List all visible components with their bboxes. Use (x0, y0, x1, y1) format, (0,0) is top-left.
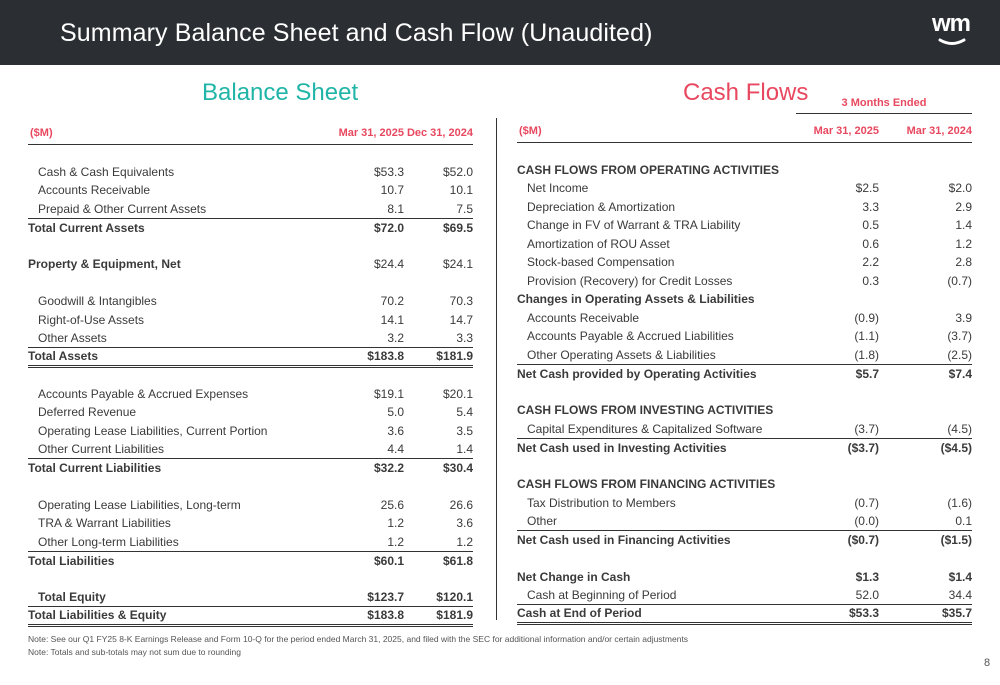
total-row (28, 551, 473, 570)
table-row (517, 216, 972, 235)
row-value: 52.0 (797, 586, 879, 605)
row-value: (1.8) (797, 346, 879, 365)
row-label: Cash at End of Period (517, 605, 797, 624)
table-row (517, 198, 972, 217)
row-label: Accounts Payable & Accrued Liabilities (527, 329, 734, 344)
row-value: $1.3 (855, 569, 879, 584)
table-row (517, 235, 972, 254)
row-value: (0.9) (854, 310, 879, 325)
row-label: Goodwill & Intangibles (38, 294, 157, 309)
row-value: 0.5 (862, 218, 879, 233)
row-value: 1.4 (404, 440, 473, 459)
table-row (517, 346, 972, 365)
row-label: Stock-based Compensation (527, 255, 675, 270)
row-value: (2.5) (879, 346, 972, 365)
table-row (28, 311, 473, 330)
row-value: 2.8 (955, 255, 972, 270)
row-value: $19.1 (373, 386, 404, 401)
total-row (28, 459, 473, 478)
row-label: Accounts Receivable (527, 310, 640, 325)
total-row (517, 364, 972, 383)
row-value: $2.5 (855, 181, 879, 196)
table-row (28, 514, 473, 533)
row-value: 3.9 (955, 310, 972, 325)
row-value: (3.7) (947, 329, 972, 344)
total-row (28, 255, 473, 274)
row-label: Net Change in Cash (517, 569, 631, 584)
cash-flows-title: Cash Flows (683, 79, 809, 106)
column-divider (496, 118, 497, 620)
table-row (517, 272, 972, 291)
row-value: $60.1 (373, 553, 404, 568)
row-label: CASH FLOWS FROM INVESTING ACTIVITIES (517, 403, 774, 418)
row-value: $72.0 (373, 220, 404, 235)
table-row (28, 496, 473, 515)
row-label: Provision (Recovery) for Credit Losses (527, 273, 733, 288)
row-value: $52.0 (442, 164, 473, 179)
table-row (28, 385, 473, 404)
table-row (28, 533, 473, 552)
row-label: Other Operating Assets & Liabilities (517, 346, 797, 365)
row-label: Total Current Liabilities (28, 461, 162, 475)
row-value: $181.9 (404, 607, 473, 626)
table-row (517, 327, 972, 346)
row-value: (1.1) (854, 329, 879, 344)
table-header-row (28, 122, 473, 144)
table-row (28, 292, 473, 311)
page-number: 8 (984, 657, 991, 669)
row-label: Other (517, 512, 797, 531)
row-label: Net Cash used in Investing Activities (517, 440, 727, 455)
row-value: ($1.5) (940, 533, 972, 547)
row-value: $30.4 (442, 461, 473, 475)
total-row (517, 568, 972, 587)
section-heading-row (517, 161, 972, 180)
row-value: 5.0 (387, 405, 404, 420)
footnotes (28, 633, 688, 658)
row-value: $183.8 (308, 607, 404, 626)
row-label: Change in FV of Warrant & TRA Liability (527, 218, 741, 233)
row-label: Other Assets (28, 329, 308, 348)
row-value: ($4.5) (940, 440, 972, 455)
row-value: ($0.7) (847, 533, 879, 547)
row-label: Total Current Assets (28, 220, 145, 235)
column-header: Mar 31, 2025 (308, 122, 404, 144)
section-heading-row (517, 290, 972, 309)
row-label: CASH FLOWS FROM OPERATING ACTIVITIES (517, 162, 779, 177)
period-underline (796, 113, 972, 114)
row-value: 70.3 (449, 294, 473, 309)
row-value: 1.2 (308, 533, 404, 552)
row-value: $35.7 (879, 605, 972, 624)
row-value: 34.4 (879, 586, 972, 605)
row-value: (0.7) (947, 273, 972, 288)
table-row (517, 586, 972, 605)
table-row (517, 309, 972, 328)
row-value: $1.4 (948, 569, 972, 584)
total-row (28, 588, 473, 607)
balance-sheet-title: Balance Sheet (202, 79, 359, 106)
row-label: Accounts Payable & Accrued Expenses (38, 386, 249, 401)
row-value: 1.2 (955, 236, 972, 251)
row-value: 70.2 (380, 294, 404, 309)
row-label: Deferred Revenue (38, 405, 137, 420)
section-heading-row (517, 401, 972, 420)
row-value: 0.3 (862, 273, 879, 288)
row-value: 3.6 (387, 423, 404, 438)
total-row (517, 605, 972, 624)
row-label: Operating Lease Liabilities, Long-term (38, 497, 241, 512)
section-heading-row (517, 475, 972, 494)
row-value: $32.2 (373, 461, 404, 475)
row-value: $2.0 (948, 181, 972, 196)
row-value: 3.2 (308, 329, 404, 348)
row-label: Depreciation & Amortization (527, 199, 676, 214)
row-value: 3.5 (456, 423, 473, 438)
total-row (28, 348, 473, 367)
row-value: 14.1 (380, 312, 404, 327)
row-value: 10.7 (380, 183, 404, 198)
row-label: Right-of-Use Assets (38, 312, 145, 327)
row-value: $183.8 (308, 348, 404, 367)
row-value: $123.7 (308, 588, 404, 607)
table-row (28, 163, 473, 182)
wm-logo (932, 10, 972, 50)
total-row (517, 531, 972, 550)
row-value: $24.1 (442, 257, 473, 272)
row-label: Other Long-term Liabilities (28, 533, 308, 552)
row-value: $24.4 (373, 257, 404, 272)
table-row (28, 403, 473, 422)
row-value: 0.1 (879, 512, 972, 531)
footnote: Note: Totals and sub-totals may not sum due to rounding (28, 646, 241, 657)
table-row (28, 422, 473, 441)
column-header: Dec 31, 2024 (404, 122, 473, 144)
footnote: Note: See our Q1 FY25 8-K Earnings Release and Form 10-Q for the period ended March 31, 2025, and filed with the SEC for additional information and/or certain adjustments (28, 634, 689, 644)
slide-header (0, 0, 1000, 65)
column-header: Mar 31, 2024 (879, 120, 972, 142)
row-value: 26.6 (449, 497, 473, 512)
row-label: Changes in Operating Assets & Liabilities (517, 292, 755, 307)
column-header: ($M) (28, 122, 308, 144)
row-label: Cash at Beginning of Period (517, 586, 797, 605)
row-value: (1.6) (947, 495, 972, 510)
row-value: 25.6 (380, 497, 404, 512)
smile-icon (932, 14, 972, 50)
row-value: $120.1 (404, 588, 473, 607)
row-label: Property & Equipment, Net (28, 257, 181, 272)
row-value: $5.7 (855, 366, 879, 381)
row-label: Capital Expenditures & Capitalized Software (517, 420, 797, 439)
slide-title: Summary Balance Sheet and Cash Flow (Unaudited) (60, 19, 653, 47)
row-label: Cash & Cash Equivalents (38, 164, 175, 179)
row-label: Net Cash used in Financing Activities (517, 533, 731, 547)
row-label: Amortization of ROU Asset (527, 236, 670, 251)
table-row (28, 329, 473, 348)
row-value: $69.5 (442, 220, 473, 235)
table-row (517, 179, 972, 198)
row-label: Prepaid & Other Current Assets (28, 200, 308, 219)
row-value: 3.6 (456, 516, 473, 531)
row-value: 0.6 (862, 236, 879, 251)
row-value: $61.8 (442, 553, 473, 568)
table-row (517, 494, 972, 513)
row-label: Other Current Liabilities (28, 440, 308, 459)
row-label: Net Income (527, 181, 589, 196)
row-value: $20.1 (442, 386, 473, 401)
row-label: TRA & Warrant Liabilities (38, 516, 171, 531)
row-value: 3.3 (862, 199, 879, 214)
row-value: 1.2 (404, 533, 473, 552)
row-value: (3.7) (797, 420, 879, 439)
row-value: $53.3 (373, 164, 404, 179)
row-value: (0.0) (797, 512, 879, 531)
total-row (517, 438, 972, 457)
row-label: Operating Lease Liabilities, Current Portion (38, 423, 268, 438)
row-value: (0.7) (854, 495, 879, 510)
row-value: $181.9 (404, 348, 473, 367)
logo-text: wm (932, 10, 971, 37)
row-label: CASH FLOWS FROM FINANCING ACTIVITIES (517, 477, 776, 492)
row-label: Net Cash provided by Operating Activities (517, 366, 757, 381)
row-label: Total Liabilities (28, 553, 115, 568)
row-value: $53.3 (797, 605, 879, 624)
table-header-row (517, 120, 972, 142)
cash-flows-table (517, 120, 972, 625)
row-value: 3.3 (404, 329, 473, 348)
column-header: ($M) (517, 120, 797, 142)
row-label: Total Assets (28, 348, 308, 367)
row-label: Total Equity (28, 588, 308, 607)
row-value: 8.1 (308, 200, 404, 219)
row-value: 14.7 (449, 312, 473, 327)
row-value: 10.1 (449, 183, 473, 198)
table-row (28, 200, 473, 219)
row-value: 4.4 (308, 440, 404, 459)
table-row (28, 181, 473, 200)
row-value: 2.9 (955, 199, 972, 214)
table-row (517, 420, 972, 439)
total-row (28, 218, 473, 237)
column-header: Mar 31, 2025 (797, 120, 879, 142)
row-value: 5.4 (456, 405, 473, 420)
row-value: 1.2 (387, 516, 404, 531)
row-label: Total Liabilities & Equity (28, 607, 308, 626)
row-value: (4.5) (879, 420, 972, 439)
table-row (517, 512, 972, 531)
row-value: ($3.7) (847, 440, 879, 455)
table-row (517, 253, 972, 272)
row-value: 1.4 (955, 218, 972, 233)
row-label: Tax Distribution to Members (527, 495, 676, 510)
row-value: 2.2 (862, 255, 879, 270)
balance-sheet-table (28, 122, 473, 627)
period-label: 3 Months Ended (841, 97, 927, 109)
row-value: $7.4 (948, 366, 972, 381)
table-row (28, 440, 473, 459)
total-row (28, 607, 473, 626)
row-value: 7.5 (404, 200, 473, 219)
row-label: Accounts Receivable (38, 183, 151, 198)
